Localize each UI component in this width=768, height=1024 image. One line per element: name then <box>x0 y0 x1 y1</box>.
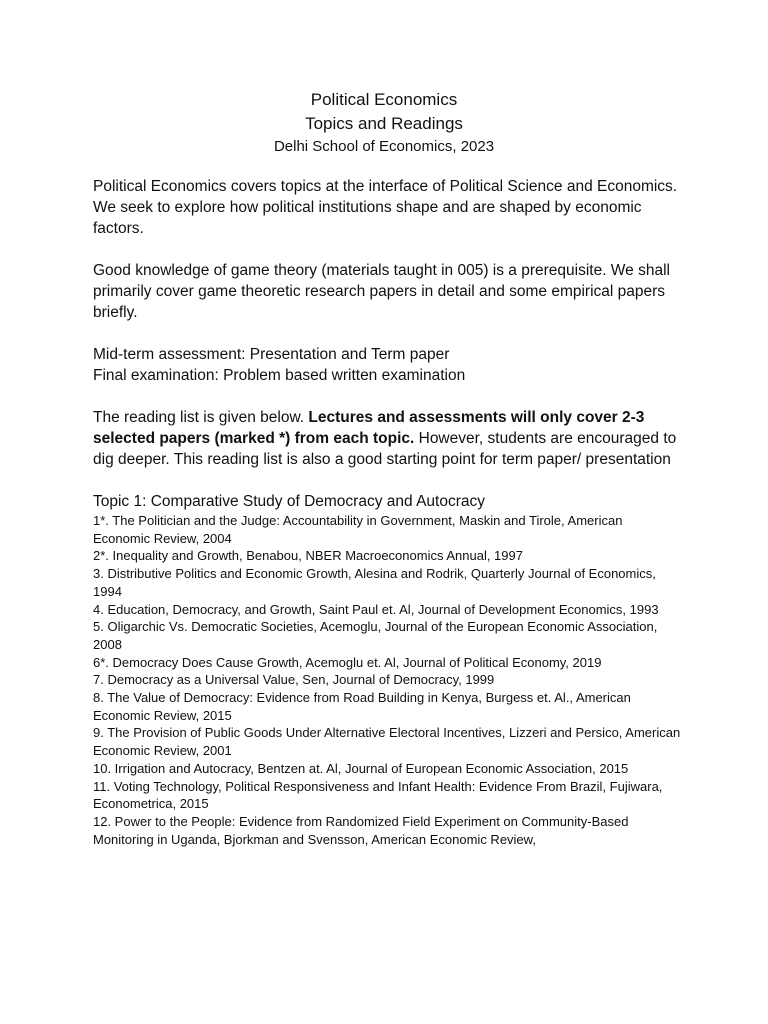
reading-list-outro: However, students are encouraged to dig deeper. This reading list is also a good starting point for term paper/ presentation <box>93 430 677 468</box>
topic-1-title: Topic 1: Comparative Study of Democracy and Autocracy <box>93 493 485 510</box>
document-header <box>0 88 768 158</box>
reference-item: 8. The Value of Democracy: Evidence from Road Building in Kenya, Burgess et. Al., American Economic Review, 2015 <box>93 690 631 723</box>
reference-item: 3. Distributive Politics and Economic Growth, Alesina and Rodrik, Quarterly Journal of Economics, 1994 <box>93 566 656 599</box>
reference-item: 11. Voting Technology, Political Responsiveness and Infant Health: Evidence From Brazil, Fujiwara, Econometrica, 2015 <box>93 778 663 812</box>
prerequisite-paragraph: Good knowledge of game theory (materials taught in 005) is a prerequisite. We shall primarily cover game theoretic research papers in detail and some empirical papers briefly. <box>93 262 670 321</box>
reference-item: 7. Democracy as a Universal Value, Sen, Journal of Democracy, 1999 <box>93 672 495 688</box>
reading-list-emphasis: Lectures and assessments will only cover 2-3 selected papers (marked *) from each topic. <box>93 409 645 447</box>
intro-paragraph: Political Economics covers topics at the interface of Political Science and Economics. We seek to explore how political institutions shape and are shaped by economic factors. <box>93 178 678 237</box>
document-title: Political Economics <box>310 90 458 109</box>
reference-list <box>93 512 683 848</box>
final-exam-line: Final examination: Problem based written examination <box>93 367 466 384</box>
reference-item: 5. Oligarchic Vs. Democratic Societies, Acemoglu, Journal of the European Economic Association, 2008 <box>93 619 658 652</box>
reference-item: 6*. Democracy Does Cause Growth, Acemoglu et. Al, Journal of Political Economy, 2019 <box>93 654 602 670</box>
institution-year: Delhi School of Economics, 2023 <box>273 138 495 155</box>
midterm-line: Mid-term assessment: Presentation and Term paper <box>93 346 450 363</box>
reading-list-intro: The reading list is given below. <box>93 409 309 426</box>
document-body <box>93 176 683 848</box>
reference-item: 10. Irrigation and Autocracy, Bentzen at. Al, Journal of European Economic Association, 2015 <box>93 760 629 776</box>
reference-item: 12. Power to the People: Evidence from Randomized Field Experiment on Community-Based Monitoring in Uganda, Bjorkman and Svensson, American Economic Review, <box>93 813 629 847</box>
document-subtitle: Topics and Readings <box>305 114 463 133</box>
reference-item: 9. The Provision of Public Goods Under Alternative Electoral Incentives, Lizzeri and Persico, American Economic Review, 2001 <box>93 725 681 759</box>
reading-list-paragraph <box>93 407 683 470</box>
reference-item: 1*. The Politician and the Judge: Accountability in Government, Maskin and Tirole, American Economic Review, 2004 <box>93 513 623 546</box>
reference-item: 2*. Inequality and Growth, Benabou, NBER Macroeconomics Annual, 1997 <box>93 548 523 564</box>
reference-item: 4. Education, Democracy, and Growth, Saint Paul et. Al, Journal of Development Economics, 1993 <box>93 601 659 617</box>
